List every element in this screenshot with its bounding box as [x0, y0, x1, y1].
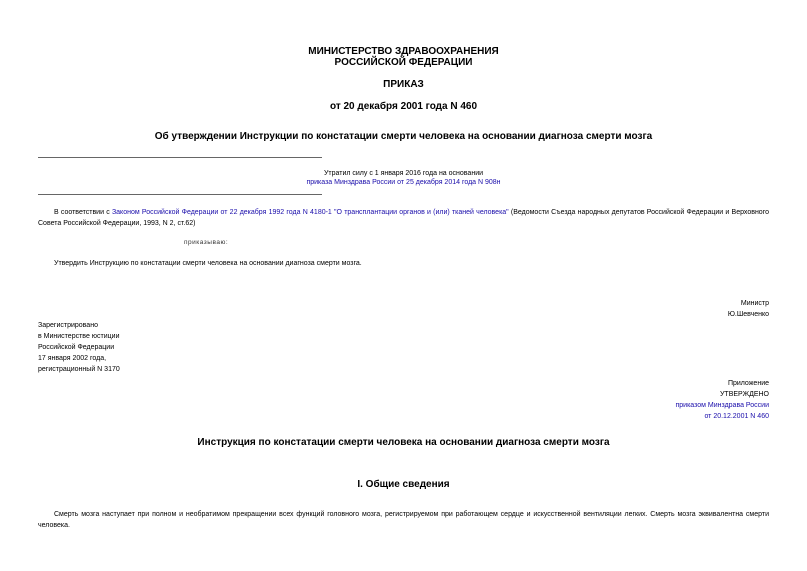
date-number: от 20 декабря 2001 года N 460 [329, 101, 478, 112]
appendix-label: Приложение [727, 380, 769, 387]
approval-date-link[interactable]: от 20.12.2001 N 460 [704, 413, 769, 420]
signature-position: Министр [740, 300, 769, 307]
signature-name: Ю.Шевченко [727, 311, 769, 318]
preamble-paragraph: В соответствии с Законом Российской Федерации от 22 декабря 1992 года N 4180-1 "О трансплантации органов и (или) тканей человека" (Ведомости Съезда народных депутатов Российской Федерации и Верховного Совета Российской Федерации, 1993, N 2, ст.62) [38, 209, 769, 227]
appendix-block [676, 378, 770, 422]
status-note-text: Утратил силу с 1 января 2016 года на основании [323, 170, 484, 177]
approval-order-link[interactable]: приказом Минздрава России [675, 402, 769, 409]
ministry-line1: МИНИСТЕРСТВО ЗДРАВООХРАНЕНИЯ [308, 46, 499, 57]
order-item: Утвердить Инструкцию по констатации смерти человека на основании диагноза смерти мозга. [54, 260, 362, 267]
ministry-title [0, 46, 807, 68]
registration-block: Зарегистрировано в Министерстве юстиции Российской Федерации 17 января 2002 года, регистрационный N 3170 [38, 322, 120, 373]
ministry-line2: РОССИЙСКОЙ ФЕДЕРАЦИИ [334, 57, 473, 68]
divider-bottom [38, 194, 322, 195]
section1-paragraph: Смерть мозга наступает при полном и необратимом прекращении всех функций головного мозга, регистрируемом при работающем сердце и искусственной вентиляции легких. Смерть мозга эквивалентна смерти человека. [38, 511, 769, 529]
order-word: приказываю: [184, 239, 229, 246]
subject-title: Об утверждении Инструкции по констатации смерти человека на основании диагноза смерти мозга [154, 131, 653, 142]
law-link[interactable]: Законом Российской Федерации от 22 декабря 1992 года N 4180-1 "О трансплантации органов и (или) тканей человека" [111, 209, 509, 216]
status-note [0, 169, 807, 187]
approved-label: УТВЕРЖДЕНО [719, 391, 769, 398]
signature-block [728, 298, 769, 320]
section1-title: I. Общие сведения [357, 479, 450, 490]
doc-type: ПРИКАЗ [383, 79, 424, 90]
instruction-title: Инструкция по констатации смерти человека на основании диагноза смерти мозга [197, 437, 610, 448]
divider-top [38, 157, 322, 158]
status-note-link[interactable]: приказа Минздрава России от 25 декабря 2014 года N 908н [306, 179, 501, 186]
